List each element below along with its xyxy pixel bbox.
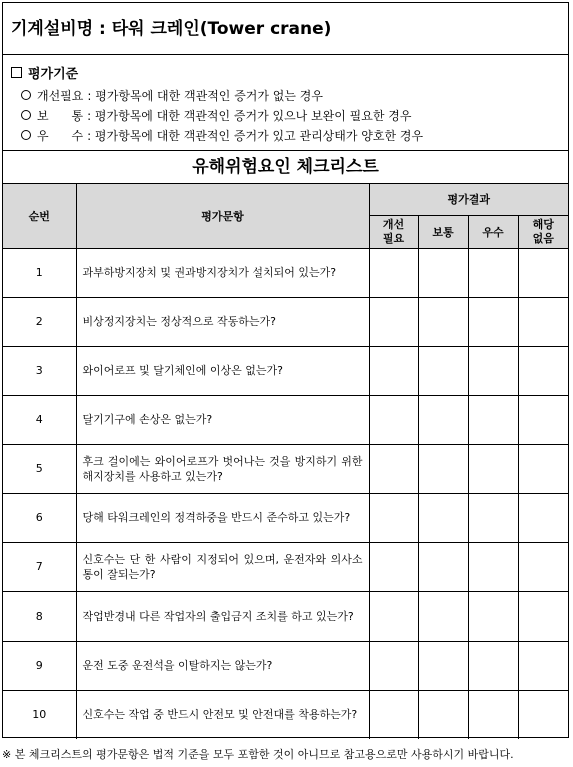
row-number: 3: [3, 346, 76, 395]
table-row: [3, 591, 568, 641]
criteria-desc: : 평가항목에 대한 객관적인 증거가 없는 경우: [87, 89, 323, 103]
row-number: 9: [3, 641, 76, 690]
result-cell-na[interactable]: [518, 297, 568, 346]
question-text: 달기기구에 손상은 없는가?: [76, 395, 369, 444]
result-cell-na[interactable]: [518, 346, 568, 395]
result-cell-improve[interactable]: [369, 542, 418, 591]
criteria-desc: : 평가항목에 대한 객관적인 증거가 있으나 보완이 필요한 경우: [87, 109, 412, 123]
result-cell-normal[interactable]: [418, 493, 468, 542]
result-cell-normal[interactable]: [418, 395, 468, 444]
result-cell-normal[interactable]: [418, 346, 468, 395]
result-cell-na[interactable]: [518, 591, 568, 641]
footnote: ※ 본 체크리스트의 평가문항은 법적 기준을 모두 포함한 것이 아니므로 참고용으로만 사용하시기 바랍니다.: [2, 748, 514, 761]
result-cell-na[interactable]: [518, 690, 568, 739]
result-cell-na[interactable]: [518, 641, 568, 690]
row-number: 8: [3, 591, 76, 641]
criteria-label: 보 통: [37, 109, 84, 123]
criteria-desc: : 평가항목에 대한 객관적인 증거가 있고 관리상태가 양호한 경우: [87, 129, 424, 143]
table-row: [3, 248, 568, 297]
result-cell-good[interactable]: [468, 395, 518, 444]
result-cell-good[interactable]: [468, 346, 518, 395]
header-no: 순번: [3, 184, 76, 248]
header-na: 해당 없음: [518, 215, 568, 248]
question-text: 와이어로프 및 달기체인에 이상은 없는가?: [76, 346, 369, 395]
header-good: 우수: [468, 215, 518, 248]
table-row: [3, 297, 568, 346]
result-cell-na[interactable]: [518, 248, 568, 297]
table-row: [3, 690, 568, 739]
table-row: [3, 542, 568, 591]
row-number: 5: [3, 444, 76, 493]
row-number: 4: [3, 395, 76, 444]
row-number: 10: [3, 690, 76, 739]
checklist-title: 유해위험요인 체크리스트: [3, 150, 568, 184]
header-normal: 보통: [418, 215, 468, 248]
result-cell-normal[interactable]: [418, 297, 468, 346]
criteria-label: 개선필요: [37, 89, 84, 103]
checklist-table: [3, 184, 568, 739]
row-number: 7: [3, 542, 76, 591]
page-title: 기계설비명 : 타워 크레인(Tower crane): [3, 3, 568, 55]
result-cell-na[interactable]: [518, 395, 568, 444]
result-cell-improve[interactable]: [369, 444, 418, 493]
square-bullet-icon: [11, 67, 22, 78]
header-item: 평가문항: [76, 184, 369, 248]
result-cell-improve[interactable]: [369, 493, 418, 542]
criteria-row-improve: [21, 87, 323, 104]
result-cell-good[interactable]: [468, 641, 518, 690]
result-cell-na[interactable]: [518, 444, 568, 493]
table-row: [3, 395, 568, 444]
row-number: 2: [3, 297, 76, 346]
table-row: [3, 641, 568, 690]
question-text: 비상정지장치는 정상적으로 작동하는가?: [76, 297, 369, 346]
result-cell-good[interactable]: [468, 444, 518, 493]
row-number: 6: [3, 493, 76, 542]
criteria-row-normal: [21, 107, 411, 124]
result-cell-good[interactable]: [468, 591, 518, 641]
result-cell-good[interactable]: [468, 690, 518, 739]
criteria-heading-label: 평가기준: [28, 67, 79, 82]
question-text: 당해 타워크레인의 정격하중을 반드시 준수하고 있는가?: [76, 493, 369, 542]
criteria-heading: [11, 63, 78, 82]
result-cell-normal[interactable]: [418, 248, 468, 297]
table-row: [3, 493, 568, 542]
result-cell-na[interactable]: [518, 493, 568, 542]
result-cell-normal[interactable]: [418, 690, 468, 739]
row-number: 1: [3, 248, 76, 297]
question-text: 후크 걸이에는 와이어로프가 벗어나는 것을 방지하기 위한 해지장치를 사용하고 있는가?: [76, 444, 369, 493]
result-cell-improve[interactable]: [369, 690, 418, 739]
criteria-row-good: [21, 127, 423, 144]
table-row: [3, 444, 568, 493]
circle-bullet-icon: [21, 110, 31, 120]
criteria-label: 우 수: [37, 129, 84, 143]
result-cell-improve[interactable]: [369, 395, 418, 444]
question-text: 과부하방지장치 및 권과방지장치가 설치되어 있는가?: [76, 248, 369, 297]
result-cell-normal[interactable]: [418, 591, 468, 641]
result-cell-good[interactable]: [468, 248, 518, 297]
circle-bullet-icon: [21, 90, 31, 100]
result-cell-improve[interactable]: [369, 248, 418, 297]
checklist-document: [2, 2, 569, 738]
question-text: 신호수는 작업 중 반드시 안전모 및 안전대를 착용하는가?: [76, 690, 369, 739]
question-text: 신호수는 단 한 사람이 지정되어 있으며, 운전자와 의사소통이 잘되는가?: [76, 542, 369, 591]
result-cell-normal[interactable]: [418, 542, 468, 591]
evaluation-criteria: [3, 55, 568, 150]
circle-bullet-icon: [21, 130, 31, 140]
result-cell-na[interactable]: [518, 542, 568, 591]
result-cell-improve[interactable]: [369, 591, 418, 641]
result-cell-normal[interactable]: [418, 641, 468, 690]
question-text: 운전 도중 운전석을 이탈하지는 않는가?: [76, 641, 369, 690]
result-cell-improve[interactable]: [369, 297, 418, 346]
result-cell-improve[interactable]: [369, 346, 418, 395]
result-cell-normal[interactable]: [418, 444, 468, 493]
header-improve: 개선 필요: [369, 215, 418, 248]
question-text: 작업반경내 다른 작업자의 출입금지 조치를 하고 있는가?: [76, 591, 369, 641]
result-cell-good[interactable]: [468, 297, 518, 346]
result-cell-improve[interactable]: [369, 641, 418, 690]
result-cell-good[interactable]: [468, 493, 518, 542]
result-cell-good[interactable]: [468, 542, 518, 591]
table-row: [3, 346, 568, 395]
header-result: 평가결과: [369, 184, 568, 215]
